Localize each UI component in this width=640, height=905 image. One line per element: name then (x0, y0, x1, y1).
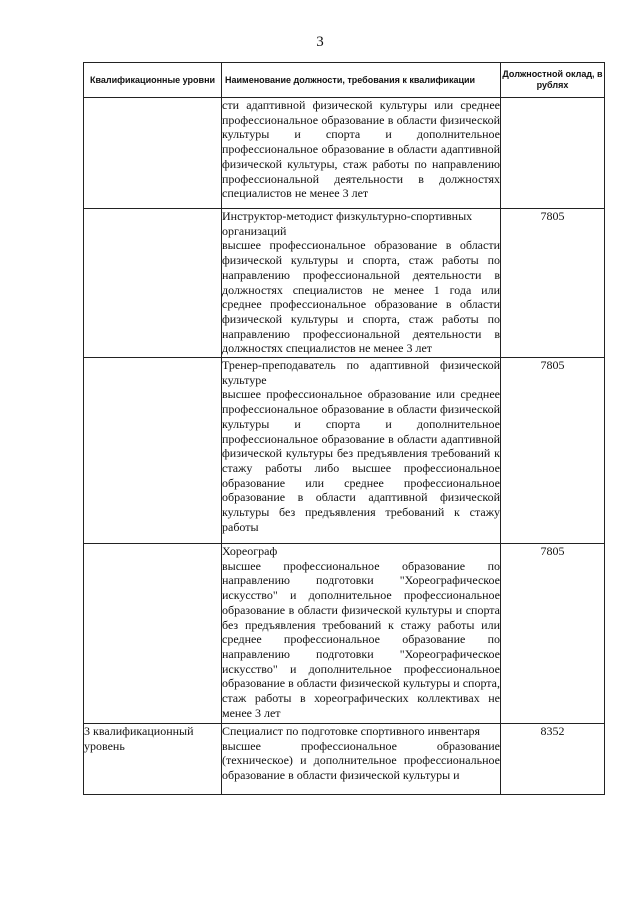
position-title: Специалист по подготовке спортивного инвентаря (222, 724, 481, 738)
salary-cell (501, 98, 605, 209)
requirements-text: высшее профессиональное образование по направлению подготовки "Хореографическое искусство" и дополнительное профессиональное образование в области физической культуры и спорта без предъявления требований к стажу работы или среднее профессиональное образование по направлению подготовки "Хореографическое искусство" и дополнительное профессиональное образование в области физической культуры и спорта, стаж работы в хореографических коллективах не менее 3 лет (222, 558, 500, 720)
level-cell (84, 209, 222, 358)
requirements-text: высшее профессиональное образование в области физической культуры и спорта, стаж работы по направлению профессиональной деятельности в должностях специалистов не менее 1 года или среднее профессиональное образование в области физической культуры и спорта, стаж работы по направлению профессиональной деятельности в должностях специалистов не менее 3 лет (222, 238, 500, 356)
requirements-cell (222, 724, 501, 795)
table-row (84, 209, 605, 358)
table-row (84, 358, 605, 544)
table-row (84, 724, 605, 795)
level-cell: 3 квалификационный уровень (84, 724, 222, 795)
position-title: Инструктор-методист физкультурно-спортивных организаций (222, 209, 473, 238)
salary-cell: 7805 (501, 544, 605, 724)
requirements-text: высшее профессиональное образование (техническое) и дополнительное профессиональное образование в области физической культуры и (222, 738, 500, 783)
page-number: 3 (316, 34, 324, 50)
position-title: Тренер-преподаватель по адаптивной физической культуре (222, 358, 500, 387)
table-row (84, 544, 605, 724)
header-level: Квалификационные уровни (84, 63, 222, 98)
level-cell (84, 98, 222, 209)
qualification-table (83, 62, 605, 795)
level-cell (84, 358, 222, 544)
requirements-cell (222, 544, 501, 724)
table-header-row (84, 63, 605, 98)
salary-cell: 7805 (501, 209, 605, 358)
salary-cell: 7805 (501, 358, 605, 544)
header-position: Наименование должности, требования к квалификации (222, 63, 501, 98)
position-title: Хореограф (222, 544, 278, 558)
requirements-text: высшее профессиональное образование или среднее профессиональное образование в области физической культуры и спорта и дополнительное профессиональное образование в области адаптивной физической культуры без предъявления требований к стажу работы либо высшее профессиональное образование или среднее профессиональное образование в области адаптивной физической культуры без предъявления требований к стажу работы (222, 387, 500, 534)
salary-cell: 8352 (501, 724, 605, 795)
header-salary: Должностной оклад, в рублях (501, 63, 605, 98)
level-cell (84, 544, 222, 724)
table-row (84, 98, 605, 209)
requirements-cell (222, 98, 501, 209)
requirements-text: сти адаптивной физической культуры или среднее профессиональное образование в области физической культуры и спорта и дополнительное профессиональное образование в области адаптивной физической культуры, стаж работы по направлению профессиональной деятельности в должностях специалистов не менее 3 лет (222, 98, 500, 201)
requirements-cell (222, 209, 501, 358)
requirements-cell (222, 358, 501, 544)
